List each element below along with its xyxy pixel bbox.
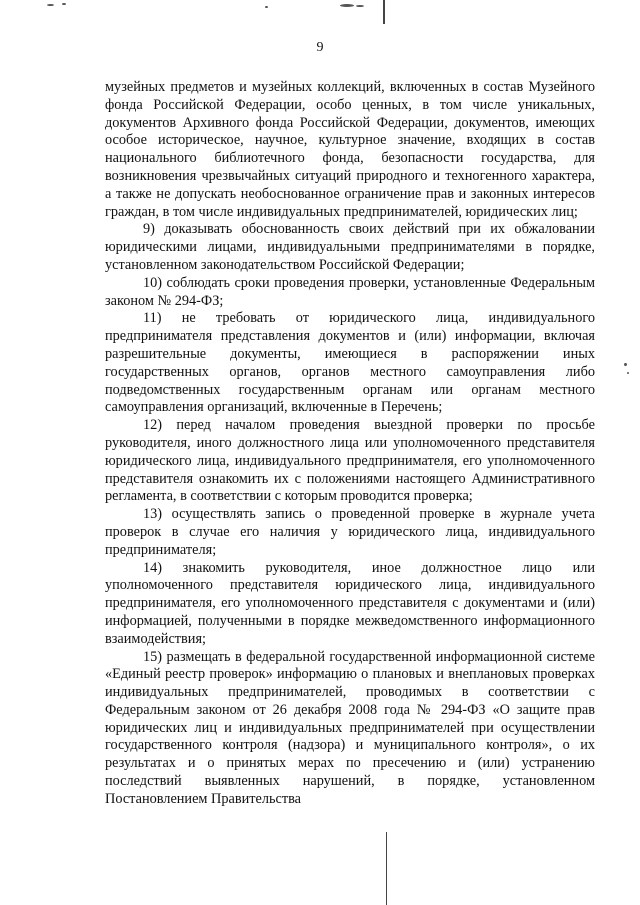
- paragraph-item-10: 10) соблюдать сроки проведения проверки, установленные Федеральным законом № 294-ФЗ;: [105, 274, 595, 309]
- scan-speck: [62, 3, 66, 5]
- paragraph-item-11: 11) не требовать от юридического лица, индивидуального предпринимателя представления документов и (или) информации, включая разрешительные документы, имеющиеся в распоряжении иных государственных органов, органов местного самоуправления либо подведомственных государственным органам или органам местного самоуправления организаций, включенные в Перечень;: [105, 310, 595, 416]
- scan-speck: [356, 5, 364, 7]
- scan-artifact-line-bottom: [386, 832, 387, 905]
- paragraph-item-9: 9) доказывать обоснованность своих действий при их обжаловании юридическими лицами, индивидуальными предпринимателями в порядке, установленном законодательством Российской Федерации;: [105, 221, 595, 273]
- scan-speck: [47, 4, 54, 6]
- paragraph-item-13: 13) осуществлять запись о проведенной проверке в журнале учета проверок в случае его наличия у юридического лица, индивидуального предпринимателя;: [105, 506, 595, 558]
- scan-artifact-line-top: [383, 0, 385, 24]
- scan-speck: [265, 6, 268, 8]
- document-body: [105, 79, 595, 809]
- paragraph-item-14: 14) знакомить руководителя, иное должностное лицо или уполномоченного представителя юридического лица, индивидуального предпринимателя, его уполномоченного представителя с документами и (или) информацией, полученными в порядке межведомственного информационного взаимодействия;: [105, 559, 595, 647]
- page-number: 9: [316, 40, 324, 55]
- paragraph-continuation: музейных предметов и музейных коллекций, включенных в состав Музейного фонда Российской Федерации, особо ценных, в том числе уникальных, документов Архивного фонда Российской Федерации, документов, имеющих особое историческое, научное, культурное значение, входящих в состав национального библиотечного фонда, безопасности государства, для возникновения чрезвычайных ситуаций природного и техногенного характера, а также не допускать необоснованное ограничение прав и законных интересов граждан, в том числе индивидуальных предпринимателей, юридических лиц;: [105, 79, 595, 220]
- paragraph-item-12: 12) перед началом проведения выездной проверки по просьбе руководителя, иного должностного лица или уполномоченного представителя юридического лица, индивидуального предпринимателя, его уполномоченного представителя ознакомить их с положениями настоящего Административного регламента, в соответствии с которым проводится проверка;: [105, 417, 595, 505]
- scan-speck: [340, 4, 354, 7]
- scan-speck: [627, 372, 629, 374]
- paragraph-item-15: 15) размещать в федеральной государственной информационной системе «Единый реестр проверок» информацию о плановых и внеплановых проверках индивидуальных предпринимателей, проводимых в соответствии с Федеральным законом от 26 декабря 2008 года № 294-ФЗ «О защите прав юридических лиц и индивидуальных предпринимателей при осуществлении государственного контроля (надзора) и муниципального контроля», о их результатах и о принятых мерах по пресечению и (или) устранению последствий выявленных нарушений, в порядке, установленном Постановлением Правительства: [105, 648, 595, 807]
- scan-speck: [624, 363, 627, 366]
